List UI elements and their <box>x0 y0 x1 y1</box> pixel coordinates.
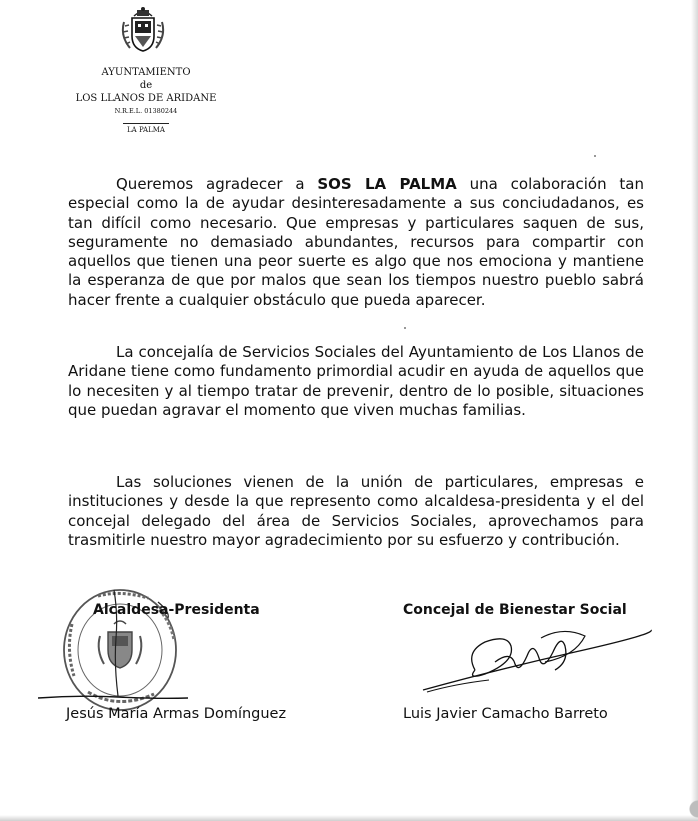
organization-name: SOS LA PALMA <box>317 175 457 193</box>
coat-of-arms-logo <box>120 6 166 54</box>
signatory-left-name: Jesús María Armas Domínguez <box>66 706 287 722</box>
page-curl <box>682 791 698 821</box>
signature-stroke-left <box>38 692 188 704</box>
handwritten-signature <box>415 622 655 702</box>
page-edge-shadow <box>691 0 698 821</box>
letterhead-line2: de <box>139 80 153 91</box>
paragraph-1 <box>68 175 644 310</box>
scan-speck <box>594 155 596 157</box>
letterhead-island: LA PALMA <box>127 126 165 134</box>
signatory-right-title: Concejal de Bienestar Social <box>403 602 627 618</box>
paragraph-3: Las soluciones vienen de la unión de particulares, empresas e instituciones y desde la que represento como alcaldesa-presidenta y el del concejal delegado del área de Servicios Sociales, aprovechamos para trasmitirle nuestro mayor agradecimiento por su esfuerzo y contribución. <box>68 473 644 549</box>
paragraph-1-end: una colaboración tan especial como la de ayudar desinteresadamente a sus conciudadanos, es tan difícil como necesario. Que empresas y particulares saquen de sus, seguramente no demasiado abundantes, recursos para compartir con aquellos que tienen una peor suerte es algo que nos emociona y mantiene la esperanza de que por malos que sean los tiempos nuestro pueblo sabrá hacer frente a cualquier obstáculo que pueda aparecer. <box>68 175 644 309</box>
paragraph-1-start: Queremos agradecer a <box>116 175 318 193</box>
signatory-right-name: Luis Javier Camacho Barreto <box>403 706 608 722</box>
letterhead-line1: AYUNTAMIENTO <box>101 67 191 78</box>
letterhead-divider <box>123 123 169 124</box>
page-bottom-shadow <box>0 815 698 821</box>
signatory-left-title: Alcaldesa-Presidenta <box>93 602 260 618</box>
paragraph-2: La concejalía de Servicios Sociales del Ayuntamiento de Los Llanos de Aridane tiene como fundamento primordial acudir en ayuda de aquellos que lo necesiten y al tiempo tratar de prevenir, dentro de lo posible, situaciones que puedan agravar el momento que viven muchas familias. <box>68 343 644 419</box>
scan-speck <box>404 327 406 329</box>
letterhead <box>70 66 222 135</box>
letterhead-line3: LOS LLANOS DE ARIDANE <box>75 93 217 104</box>
letterhead-registry: N.R.E.L. 01380244 <box>114 107 178 115</box>
